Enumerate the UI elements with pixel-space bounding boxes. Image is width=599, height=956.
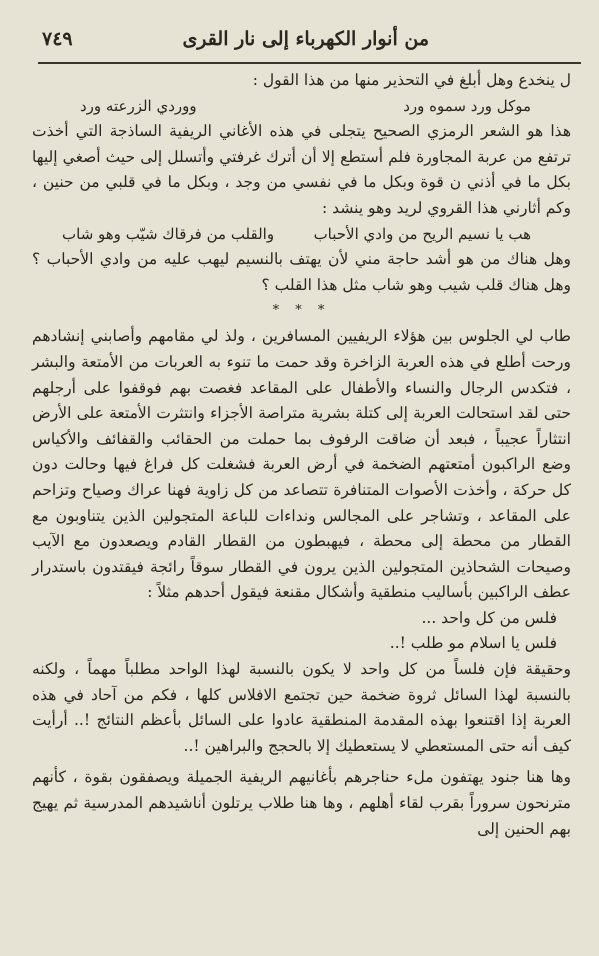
quoted-line: فلس من كل واحد ... (421, 608, 557, 627)
verse-line (32, 222, 571, 248)
paragraph: ل ينخدع وهل أبلغ في التحذير منها من هذا القول : (252, 71, 571, 89)
paragraph: وحقيقة فإن فلساً من كل واحد لا يكون بالنسبة لهذا الواحد مطلباً مهماً ، ولكنه بالنسبة لهذا السائل ثروة ضخمة حين تجتمع الافلاس كلها ، فكم من آحاد في هذه العربة إذا اقتنعوا بهذه المقدمة المنطقية عادوا على السائل بأعظم النتائج !.. أرأيت كيف أنه حتى المستعطي لا يستعطيك إلا بالحجج والبراهين !.. (32, 660, 572, 755)
running-title: من أنوار الكهرباء إلى نار القرى (182, 28, 429, 50)
quoted-line: فلس يا اسلام مو طلب !.. (389, 634, 557, 653)
verse-hemistich-right: هب يا نسيم الريح من وادي الأحباب (313, 224, 531, 243)
verse-hemistich-right: موكل ورد سموه ورد (403, 96, 531, 115)
header-rule (38, 62, 581, 64)
page-header (40, 28, 579, 62)
verse-hemistich-left: والقلب من فرقاك شيّب وهو شاب (62, 224, 275, 243)
paragraph: هذا هو الشعر الرمزي الصحيح يتجلى في هذه الأغاني الريفية الساذجة التي أخذت ترتفع من عربة المجاورة فلم أستطع إلا أن أترك غرفتي وأتسلل إلى حيث أصغي إليها بكل ما في أذني ن قوة وبكل ما في نفسي من وجد ، وبكل ما في قلبي من حنين ، وكم أثارني هذا القروي لريد وهو ينشد : (32, 122, 571, 217)
page-number: ٧٤٩ (42, 28, 73, 50)
section-separator: * * * (272, 303, 331, 319)
page-body (32, 68, 571, 842)
paragraph: وهل هناك من هو أشد حاجة مني لأن يهتف بالنسيم ليهب عليه من وادي الأحباب ؟ وهل هناك قلب شيب وهو شاب مثل هذا القلب ؟ (32, 250, 571, 294)
paragraph: وها هنا جنود يهتفون ملء حناجرهم بأغانيهم الريفية الجميلة ويصفقون بقوة ، كأنهم مترنحون سروراً بقرب لقاء أهلهم ، وها هنا طلاب يرتلون أناشيدهم المدرسية ثم يهيج بهم الحنين إلى (32, 768, 571, 838)
paragraph: طاب لي الجلوس بين هؤلاء الريفيين المسافرين ، ولذ لي مقامهم وأصابني إنشادهم ورحت أطلع في هذه العربة الزاخرة وقد حمت ما تنوء به العربات من الأمتعة والبشر ، فتكدس الرجال والنساء والأطفال على المقاعد فغصت بهم فوقفوا على أرجلهم حتى لقد استحالت العربة إلى كتلة بشرية متراصة الأجزاء وانتثرت الأمتعة على الأرض انتثاراً عجيباً ، فبعد أن ضاقت الرفوف بما حملت من الحقائب والقفائف والأكياس وضع الراكبون أمتعتهم الضخمة في أرض العربة فشغلت كل فراغ فيها وحالت دون كل حركة ، وأخذت الأصوات المتنافرة تتصاعد من كل زاوية فهنا عراك وصياح وتزاحم على المقاعد ، وتشاجر على المجالس ونداءات للباعة المتجولين الذين يتناوبون مع القطار من محطة إلى محطة ، فيهبطون من القطار القادم ويصعدون مع الآيب وصيحات الشحاذين المتجولين الذين يرون في القطار سوقاً رائجة فيقتدون باستدرار عطف الراكبين بأساليب منطقية وأشكال مقنعة فيقول أحدهم مثلاً : (32, 327, 571, 602)
verse-line (32, 94, 571, 120)
verse-hemistich-left: ووردي الزرعته ورد (80, 96, 197, 115)
